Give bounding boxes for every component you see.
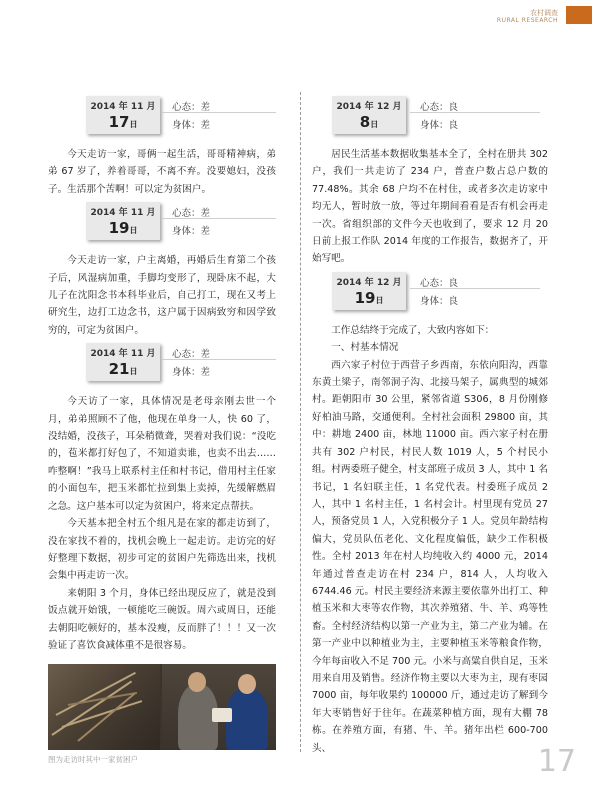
page-number: 17 xyxy=(537,744,576,779)
mood-status: 心态：差 xyxy=(172,349,211,361)
date-year-month: 2014 年 11 月 xyxy=(90,349,156,360)
visit-photo xyxy=(48,664,276,750)
section-header xyxy=(482,6,592,46)
date-box xyxy=(332,272,406,310)
diary-entry-header xyxy=(48,202,276,242)
divider-line xyxy=(410,112,540,113)
date-day: 21日 xyxy=(108,360,138,379)
right-column xyxy=(312,92,548,757)
mood-status: 心态：良 xyxy=(420,102,459,113)
diary-paragraph: 工作总结终于完成了，大致内容如下： xyxy=(331,324,495,336)
diary-entry-header xyxy=(48,343,276,383)
divider-line xyxy=(162,359,276,360)
section-heading: 一、村基本情况 xyxy=(331,342,399,354)
diary-paragraph: 今天基本把全村五个组凡是在家的都走访到了，没在家找不着的，找机会晚上一起走访。走访完的好好整理下数据，初步可定的贫困户先筛选出来，找机会集中再走访一次。 xyxy=(48,518,276,582)
health-status: 身体：良 xyxy=(420,120,459,131)
section-title: 农村调查 xyxy=(530,9,558,17)
health-status: 身体：差 xyxy=(172,226,211,238)
mood-status: 心态：差 xyxy=(172,208,211,220)
diary-entry-header xyxy=(312,272,548,312)
diary-paragraph: 西六家子村位于西营子乡西南，东依向阳沟，西靠东黄土梁子，南邻洞子沟、北接马架子，属典型的城郊村。距朝阳市 30 公里，紧邻省道 S306，8 月份刚修好柏油马路，交通便利。全村社会面积 29800 亩，其中：耕地 2400 亩，林地 11000 亩。西六家子村在册共有 302 户村民，村民人数 1019 人，5 个村民小组。村两委班子健全，村支部班子成员 3 人，其中 1 名书记，1 名妇联主任，1 名党代表。村委班子成员 2 人，其中 1 名村主任，1 名村会计。村里现有党员 27 人，预备党员 1 人，入党积极分子 1 人。党员年龄结构偏大，党员队伍老化、文化程度偏低，缺少工作积极性。全村 2013 年在村人均纯收入约 4000 元，2014 年通过普查走访在村 234 户，814 人，人均收入 6744.46 元。村民主要经济来源主要依靠外出打工、种植玉米和大枣等农作物，其次养殖猪、牛、羊、鸡等牲畜。全村经济结构以第一产业为主，第二产业为辅。在第一产业中以种植业为主，主要种植玉米等粮食作物，今年每亩收入不足 700 元。小米与高粱自供自足，玉米用来自用及销售。经济作物主要以大枣为主，现有枣园 7000 亩，每年收果约 100000 斤，通过走访了解到今年大枣销售好于往年。在蔬菜种植方面，现有大棚 78 栋。在养殖方面，有猪、牛、羊。猪年出栏 600-700 头、 xyxy=(312,359,548,754)
left-column xyxy=(48,92,276,654)
diary-paragraph: 居民生活基本数据收集基本全了，全村在册共 302 户，我们一共走访了 234 户，普查户数占总户数的 77.48%。其余 68 户均不在村住，或者多次走访家中均无人，暂时放一放，等过年期间看看是否有机会再走一次。省组织部的文件今天也收到了，要求 12 月 20 日前上报工作队 2014 年度的工作报告，数据齐了，开始写吧。 xyxy=(312,149,548,265)
diary-entry-header xyxy=(312,96,548,136)
diary-paragraph: 今天访了一家，具体情况是老母亲刚去世一个月，弟弟照顾不了他，他现在单身一人，快 60 了，没结婚，没孩子，耳朵稍微聋，哭着对我们说：“没吃的，苞米都打好包了，不知道卖谁，也卖不出去……咋整啊！”我马上联系村主任和村书记，借用村主任家的小面包车，把玉米都忙拉到集上卖掉，先缓解燃眉之急。这户基本可以定为贫困户，将来定点帮扶。 xyxy=(48,396,276,512)
section-color-bar xyxy=(566,6,592,24)
date-year-month: 2014 年 11 月 xyxy=(90,208,156,219)
date-day: 19日 xyxy=(108,219,138,238)
date-day: 8日 xyxy=(359,113,379,131)
health-status: 身体：良 xyxy=(420,295,459,307)
photo-firewood-scene xyxy=(48,664,160,750)
photo-caption: 图为走访时其中一家贫困户 xyxy=(48,755,138,764)
divider-line xyxy=(162,112,276,113)
date-year-month: 2014 年 12 月 xyxy=(336,277,402,288)
divider-line xyxy=(410,288,540,289)
diary-paragraph: 今天走访一家，户主离婚，再婚后生育第二个孩子后，风湿病加重，手脚均变形了，现卧床不起，大儿子在沈阳念书本科毕业后，自己打工，现在又考上研究生，边打工边念书，这户属于因病致穷和因学致穷的，可定为贫困户。 xyxy=(48,255,276,336)
column-divider xyxy=(300,92,301,752)
divider-line xyxy=(162,218,276,219)
date-year-month: 2014 年 11 月 xyxy=(90,102,156,112)
diary-paragraph: 来朝阳 3 个月，身体已经出现反应了，就是没到饭点就开始饿，一顿能吃三碗饭。周六或周日，还能去朝阳吃顿好的，基本没瘦，反而胖了！！！又一次验证了喜饮食减体重不是很容易。 xyxy=(48,587,276,651)
date-box xyxy=(86,202,160,240)
section-subtitle: RURAL RESEARCH xyxy=(496,17,558,24)
health-status: 身体：差 xyxy=(172,120,211,131)
date-day: 19日 xyxy=(354,288,384,307)
mood-status: 心态：差 xyxy=(172,102,211,113)
diary-entry-header xyxy=(48,96,276,136)
mood-status: 心态：良 xyxy=(420,277,459,289)
date-box xyxy=(86,96,160,134)
date-box xyxy=(332,96,406,134)
photo-visitors-scene xyxy=(162,664,276,750)
date-box xyxy=(86,343,160,381)
date-year-month: 2014 年 12 月 xyxy=(336,102,402,112)
health-status: 身体：差 xyxy=(172,367,211,379)
date-day: 17日 xyxy=(108,113,138,131)
diary-paragraph: 今天走访一家，哥俩一起生活，哥哥精神病，弟弟 67 岁了，养着哥哥，不离不弃。没要媳妇，没孩子。生活那个苦啊！可以定为贫困户。 xyxy=(48,149,276,195)
